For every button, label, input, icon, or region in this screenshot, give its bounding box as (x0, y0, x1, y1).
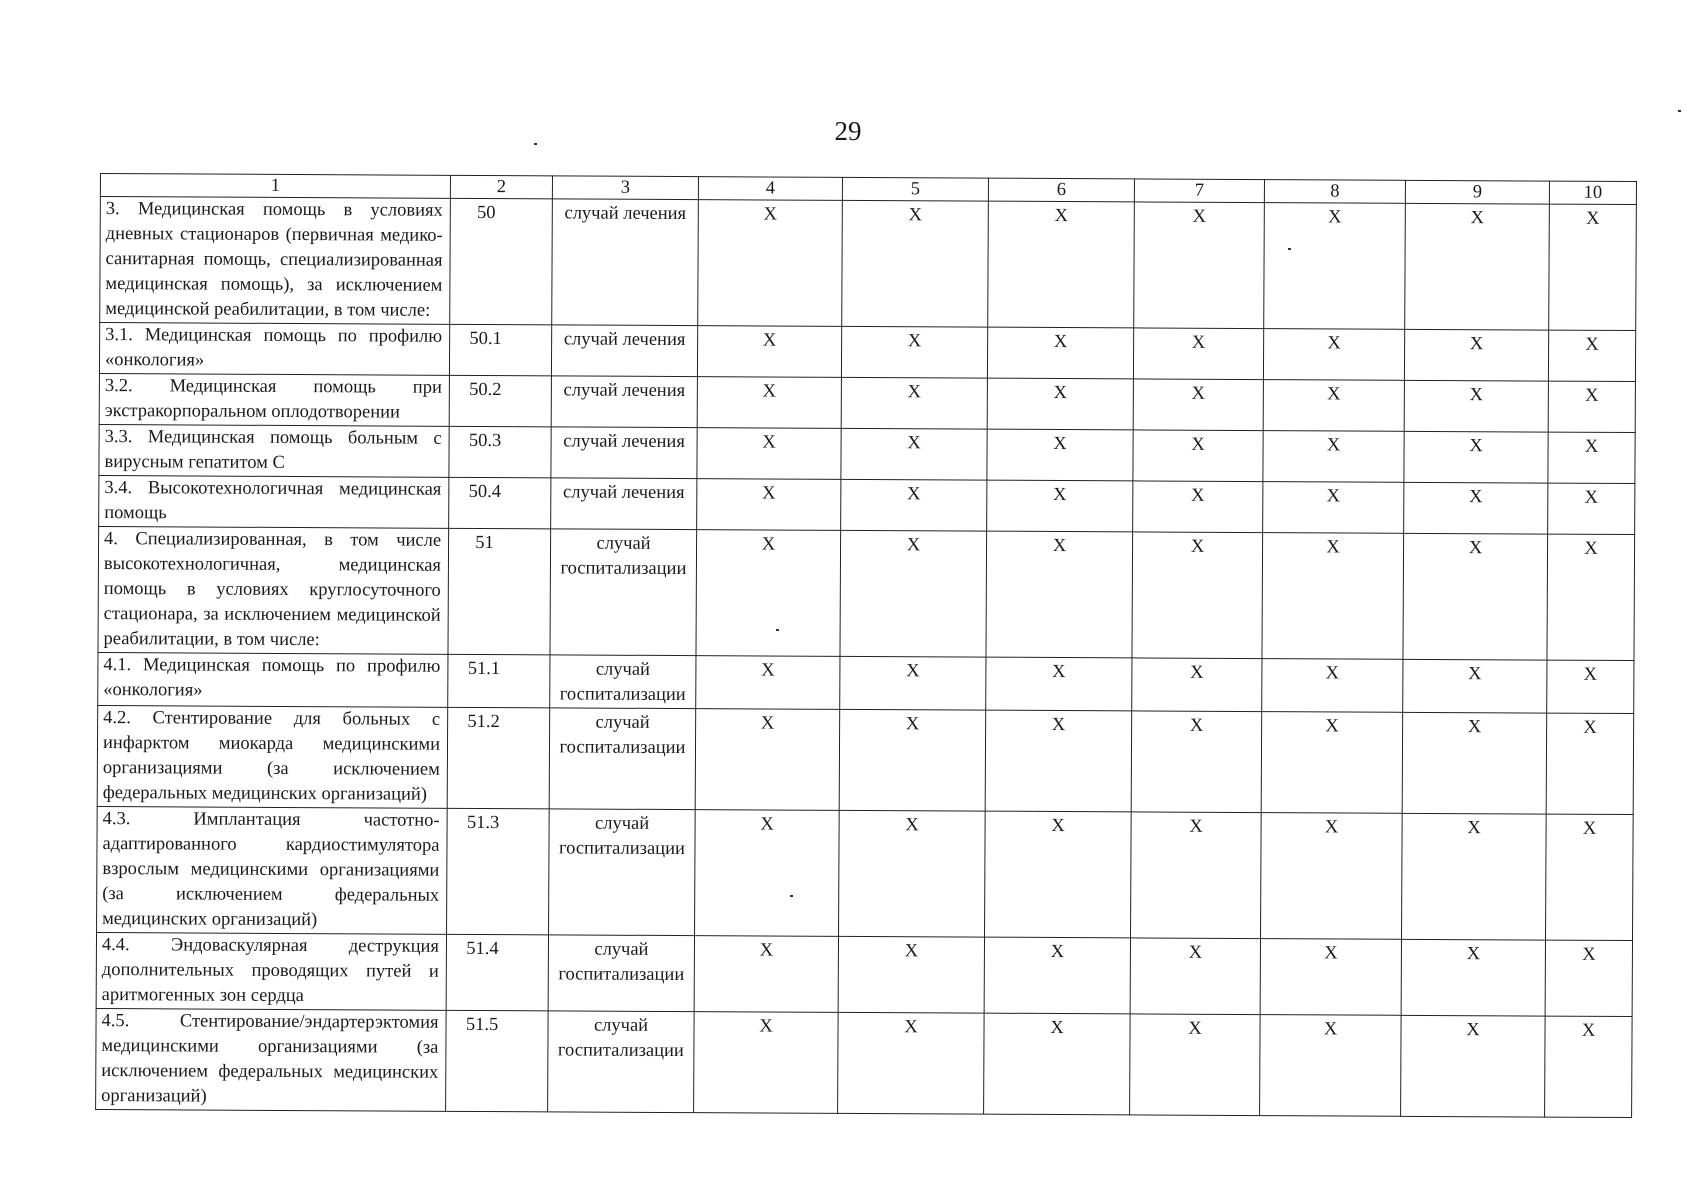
column-header: 8 (1264, 180, 1405, 204)
row-code: 51.2 (447, 707, 550, 809)
table-cell: X (1546, 814, 1634, 940)
table-cell: X (1262, 659, 1403, 713)
row-unit: случай госпитализации (549, 708, 696, 810)
page-number: 29 (834, 116, 862, 146)
table-cell: X (986, 531, 1133, 658)
row-unit: случай лечения (551, 376, 697, 428)
row-name: 3.2. Медицинская помощь при экстракорпоральном оплодотворении (99, 373, 449, 426)
table-cell: X (984, 1013, 1131, 1115)
table-cell: X (988, 201, 1135, 328)
table-cell: X (697, 428, 841, 480)
table-cell: X (838, 1012, 985, 1114)
table-cell: X (1545, 940, 1632, 1016)
table-row (97, 806, 1634, 940)
table-cell: X (1260, 1015, 1402, 1117)
row-code: 51.3 (447, 808, 550, 935)
table-cell: X (1130, 1014, 1261, 1116)
table-cell: X (697, 479, 841, 531)
table-cell: X (841, 377, 987, 429)
table-cell: X (1548, 432, 1635, 483)
table-cell: X (1263, 380, 1404, 432)
row-name: 3.3. Медицинская помощь больным с вирусным гепатитом С (99, 424, 449, 477)
column-header: 6 (988, 178, 1134, 202)
table-cell: X (1402, 813, 1547, 940)
table-cell: X (696, 656, 840, 710)
row-code: 51 (448, 528, 551, 655)
table-row (99, 424, 1635, 483)
row-code: 50.4 (449, 477, 551, 529)
column-header: 10 (1549, 181, 1636, 204)
row-name: 3.4. Высокотехнологичная медицинская помощь (99, 475, 449, 528)
table-cell: X (1133, 481, 1263, 533)
table-cell: X (987, 480, 1133, 532)
row-name: 4.4. Эндоваскулярная деструкция дополнительных проводящих путей и аритмогенных зон сердца (96, 932, 446, 1010)
table-cell: X (1261, 813, 1403, 940)
table-cell: X (840, 656, 986, 710)
table-cell: X (1131, 711, 1262, 813)
column-header: 7 (1134, 179, 1264, 203)
table-cell: X (695, 810, 840, 937)
row-unit: случай лечения (551, 478, 697, 530)
table-cell: X (696, 530, 841, 657)
table-cell: X (1132, 532, 1263, 659)
row-code: 50.3 (449, 426, 551, 478)
table-row (96, 1008, 1633, 1117)
table-cell: X (839, 709, 986, 811)
table-cell: X (1545, 1016, 1633, 1117)
table-cell: X (1401, 1015, 1546, 1117)
row-name: 4.2. Стентирование для больных с инфарктом миокарда медицинскими организациями (за исключением федеральных медицинских организаций) (97, 705, 448, 808)
row-name: 4.1. Медицинская помощь по профилю «онкология» (98, 652, 448, 707)
table-cell: X (1403, 533, 1548, 660)
table-cell: X (1133, 328, 1263, 380)
table-cell: X (694, 1012, 839, 1114)
table-row (99, 475, 1635, 534)
table-cell: X (1547, 534, 1635, 660)
column-header: 9 (1405, 180, 1549, 204)
table-cell: X (697, 377, 841, 429)
table-cell: X (1133, 430, 1263, 482)
row-code: 50.1 (449, 324, 551, 376)
row-name: 3.1. Медицинская помощь по профилю «онкология» (99, 323, 449, 376)
table-cell: X (697, 326, 841, 378)
table-cell: X (1133, 379, 1263, 431)
table-cell: X (839, 810, 986, 937)
table-cell: X (986, 657, 1132, 711)
table-cell: X (1548, 483, 1635, 534)
table-cell: X (1401, 939, 1545, 1016)
row-unit: случай госпитализации (550, 529, 697, 656)
table-cell: X (1263, 329, 1404, 381)
table-cell: X (838, 936, 984, 1013)
row-name: 4.3. Имплантация частотно-адаптированного кардиостимулятора взрослым медицинскими организациями (за исключением федеральных медицинских организаций) (97, 806, 448, 934)
row-unit: случай лечения (551, 427, 697, 479)
row-code: 51.1 (448, 654, 550, 708)
table-cell: X (695, 709, 840, 811)
table-cell: X (1547, 660, 1634, 713)
column-header: 3 (552, 176, 698, 200)
table-cell: X (1548, 330, 1635, 381)
table-cell: X (842, 200, 989, 327)
table-cell: X (1404, 482, 1548, 534)
table-row (98, 652, 1634, 713)
table-cell: X (1402, 712, 1547, 814)
table-cell: X (841, 326, 987, 378)
row-unit: случай госпитализации (550, 655, 696, 709)
row-unit: случай лечения (552, 199, 699, 326)
row-unit: случай лечения (551, 325, 697, 377)
table-cell: X (1403, 659, 1547, 713)
row-code: 50 (450, 198, 553, 325)
table-cell: X (987, 378, 1133, 430)
row-code: 51.4 (446, 934, 548, 1011)
table-cell: X (1405, 203, 1550, 330)
table-cell: X (985, 710, 1132, 812)
table-cell: X (1548, 381, 1635, 432)
table-cell: X (1264, 203, 1406, 330)
table-cell: X (1262, 533, 1404, 660)
table-cell: X (987, 429, 1133, 481)
table-row (99, 373, 1635, 432)
table-cell: X (840, 530, 987, 657)
table-cell: X (1404, 431, 1548, 483)
row-unit: случай госпитализации (548, 935, 694, 1012)
table-cell: X (1549, 204, 1637, 330)
table-cell: X (698, 200, 843, 327)
table-cell: X (1260, 939, 1401, 1016)
row-name: 4. Специализированная, в том числе высокотехнологичная, медицинская помощь в условиях круглосуточного стационара, за исключением медицинской реабилитации, в том числе: (98, 526, 449, 654)
table-cell: X (841, 479, 987, 531)
table-cell: X (694, 936, 838, 1013)
document-table (95, 173, 1637, 1118)
table-row (96, 932, 1632, 1016)
table-cell: X (1132, 658, 1262, 712)
table-cell: X (984, 937, 1130, 1014)
table-cell: X (1261, 712, 1403, 814)
row-unit: случай госпитализации (549, 809, 696, 936)
table-cell: X (1131, 812, 1262, 939)
row-code: 51.5 (446, 1010, 549, 1112)
row-name: 4.5. Стентирование/эндартерэктомия медицинскими организациями (за исключением федеральных медицинских организаций) (96, 1008, 447, 1111)
table-cell: X (1130, 938, 1260, 1015)
table-cell: X (841, 428, 987, 480)
column-header: 5 (842, 177, 988, 201)
table-cell: X (987, 327, 1133, 379)
row-unit: случай госпитализации (548, 1011, 695, 1113)
table-cell: X (1404, 380, 1548, 432)
table-cell: X (1404, 329, 1548, 381)
table-cell: X (1263, 482, 1404, 534)
table-cell: X (1546, 713, 1634, 814)
table-row (100, 197, 1637, 331)
table-row (99, 323, 1635, 382)
table-cell: X (1263, 431, 1404, 483)
table-row (98, 526, 1635, 660)
row-code: 50.2 (449, 375, 551, 427)
table-cell: X (985, 811, 1132, 938)
table-row (97, 705, 1634, 814)
column-header: 2 (450, 175, 552, 199)
row-name: 3. Медицинская помощь в условиях дневных стационаров (первичная медико-санитарная помощь, специализированная медицинская помощь), за исключением медицинской реабилитации, в том числе: (100, 197, 451, 325)
column-header: 4 (698, 177, 842, 201)
table-cell: X (1134, 202, 1265, 329)
column-header: 1 (100, 174, 450, 199)
